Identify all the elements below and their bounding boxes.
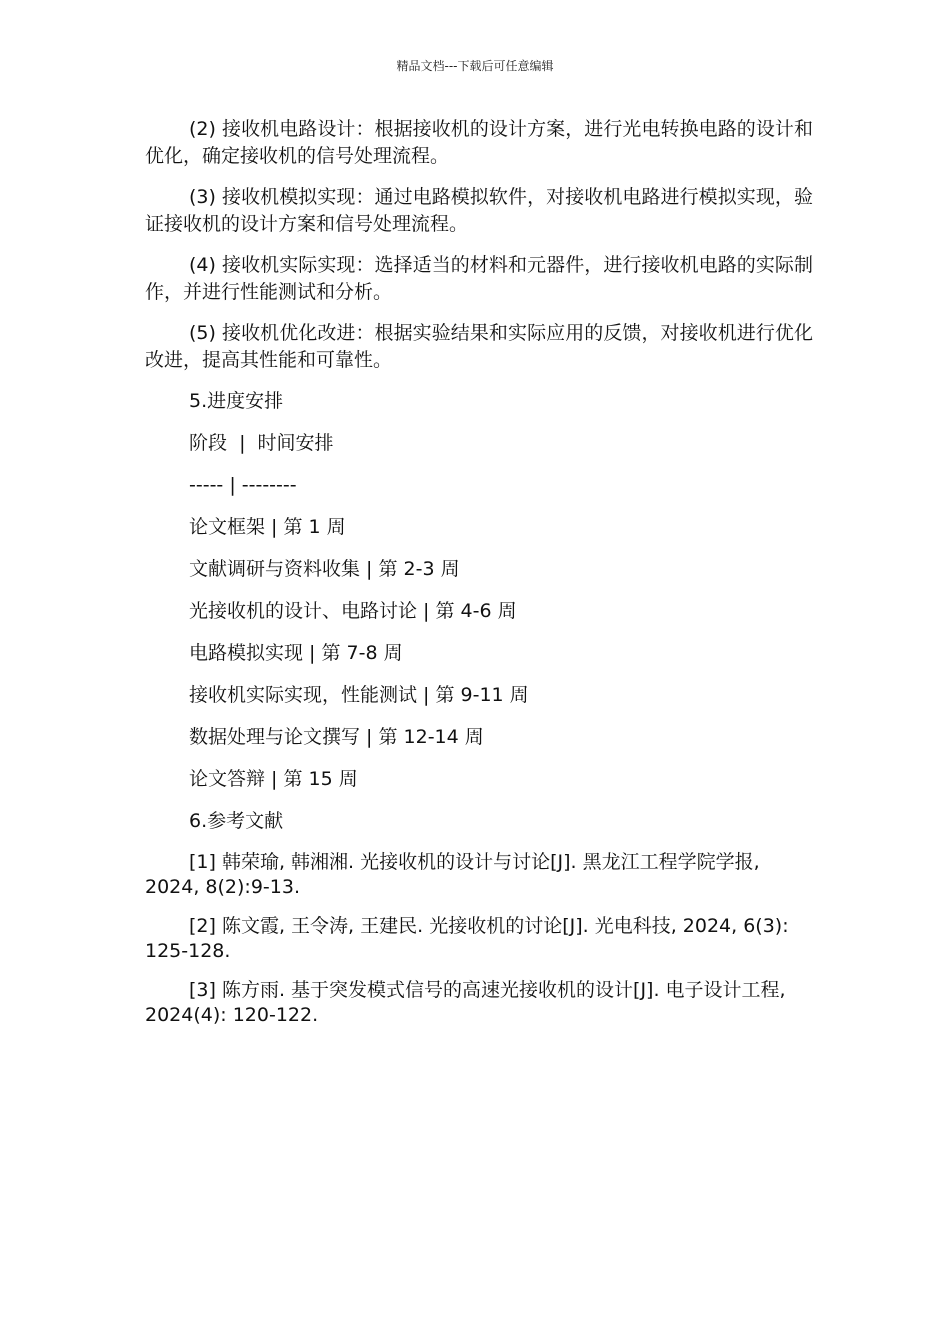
schedule-table-header: 阶段 | 时间安排 bbox=[189, 432, 334, 454]
step-paragraph: (3) 接收机模拟实现：通过电路模拟软件，对接收机电路进行模拟实现，验证接收机的设计方案和信号处理流程。 bbox=[145, 186, 813, 235]
schedule-row: 光接收机的设计、电路讨论 | 第 4-6 周 bbox=[189, 600, 517, 622]
reference-item: [2] 陈文霞, 王令涛, 王建民. 光接收机的讨论[J]. 光电科技, 2024, 6(3): 125-128. bbox=[145, 915, 789, 962]
schedule-row: 电路模拟实现 | 第 7-8 周 bbox=[189, 642, 403, 664]
schedule-row: 论文框架 | 第 1 周 bbox=[189, 516, 346, 538]
step-paragraph: (5) 接收机优化改进：根据实验结果和实际应用的反馈，对接收机进行优化改进，提高其性能和可靠性。 bbox=[145, 322, 813, 371]
schedule-heading: 5.进度安排 bbox=[189, 390, 284, 412]
schedule-row: 接收机实际实现，性能测试 | 第 9-11 周 bbox=[189, 684, 529, 706]
page-header: 精品文档---下载后可任意编辑 bbox=[396, 59, 554, 73]
references-heading: 6.参考文献 bbox=[189, 810, 284, 832]
step-paragraph: (2) 接收机电路设计：根据接收机的设计方案，进行光电转换电路的设计和优化，确定接收机的信号处理流程。 bbox=[145, 118, 813, 167]
schedule-row: 论文答辩 | 第 15 周 bbox=[189, 768, 358, 790]
schedule-row: 文献调研与资料收集 | 第 2-3 周 bbox=[189, 558, 460, 580]
schedule-table-separator: ----- | -------- bbox=[189, 474, 297, 496]
step-paragraph: (4) 接收机实际实现：选择适当的材料和元器件，进行接收机电路的实际制作，并进行性能测试和分析。 bbox=[145, 254, 813, 303]
schedule-row: 数据处理与论文撰写 | 第 12-14 周 bbox=[189, 726, 484, 748]
reference-item: [3] 陈方雨. 基于突发模式信号的高速光接收机的设计[J]. 电子设计工程, 2024(4): 120-122. bbox=[145, 979, 786, 1026]
reference-item: [1] 韩荣瑜, 韩湘湘. 光接收机的设计与讨论[J]. 黑龙江工程学院学报, 2024, 8(2):9-13. bbox=[145, 851, 760, 898]
document-body bbox=[145, 116, 813, 1042]
